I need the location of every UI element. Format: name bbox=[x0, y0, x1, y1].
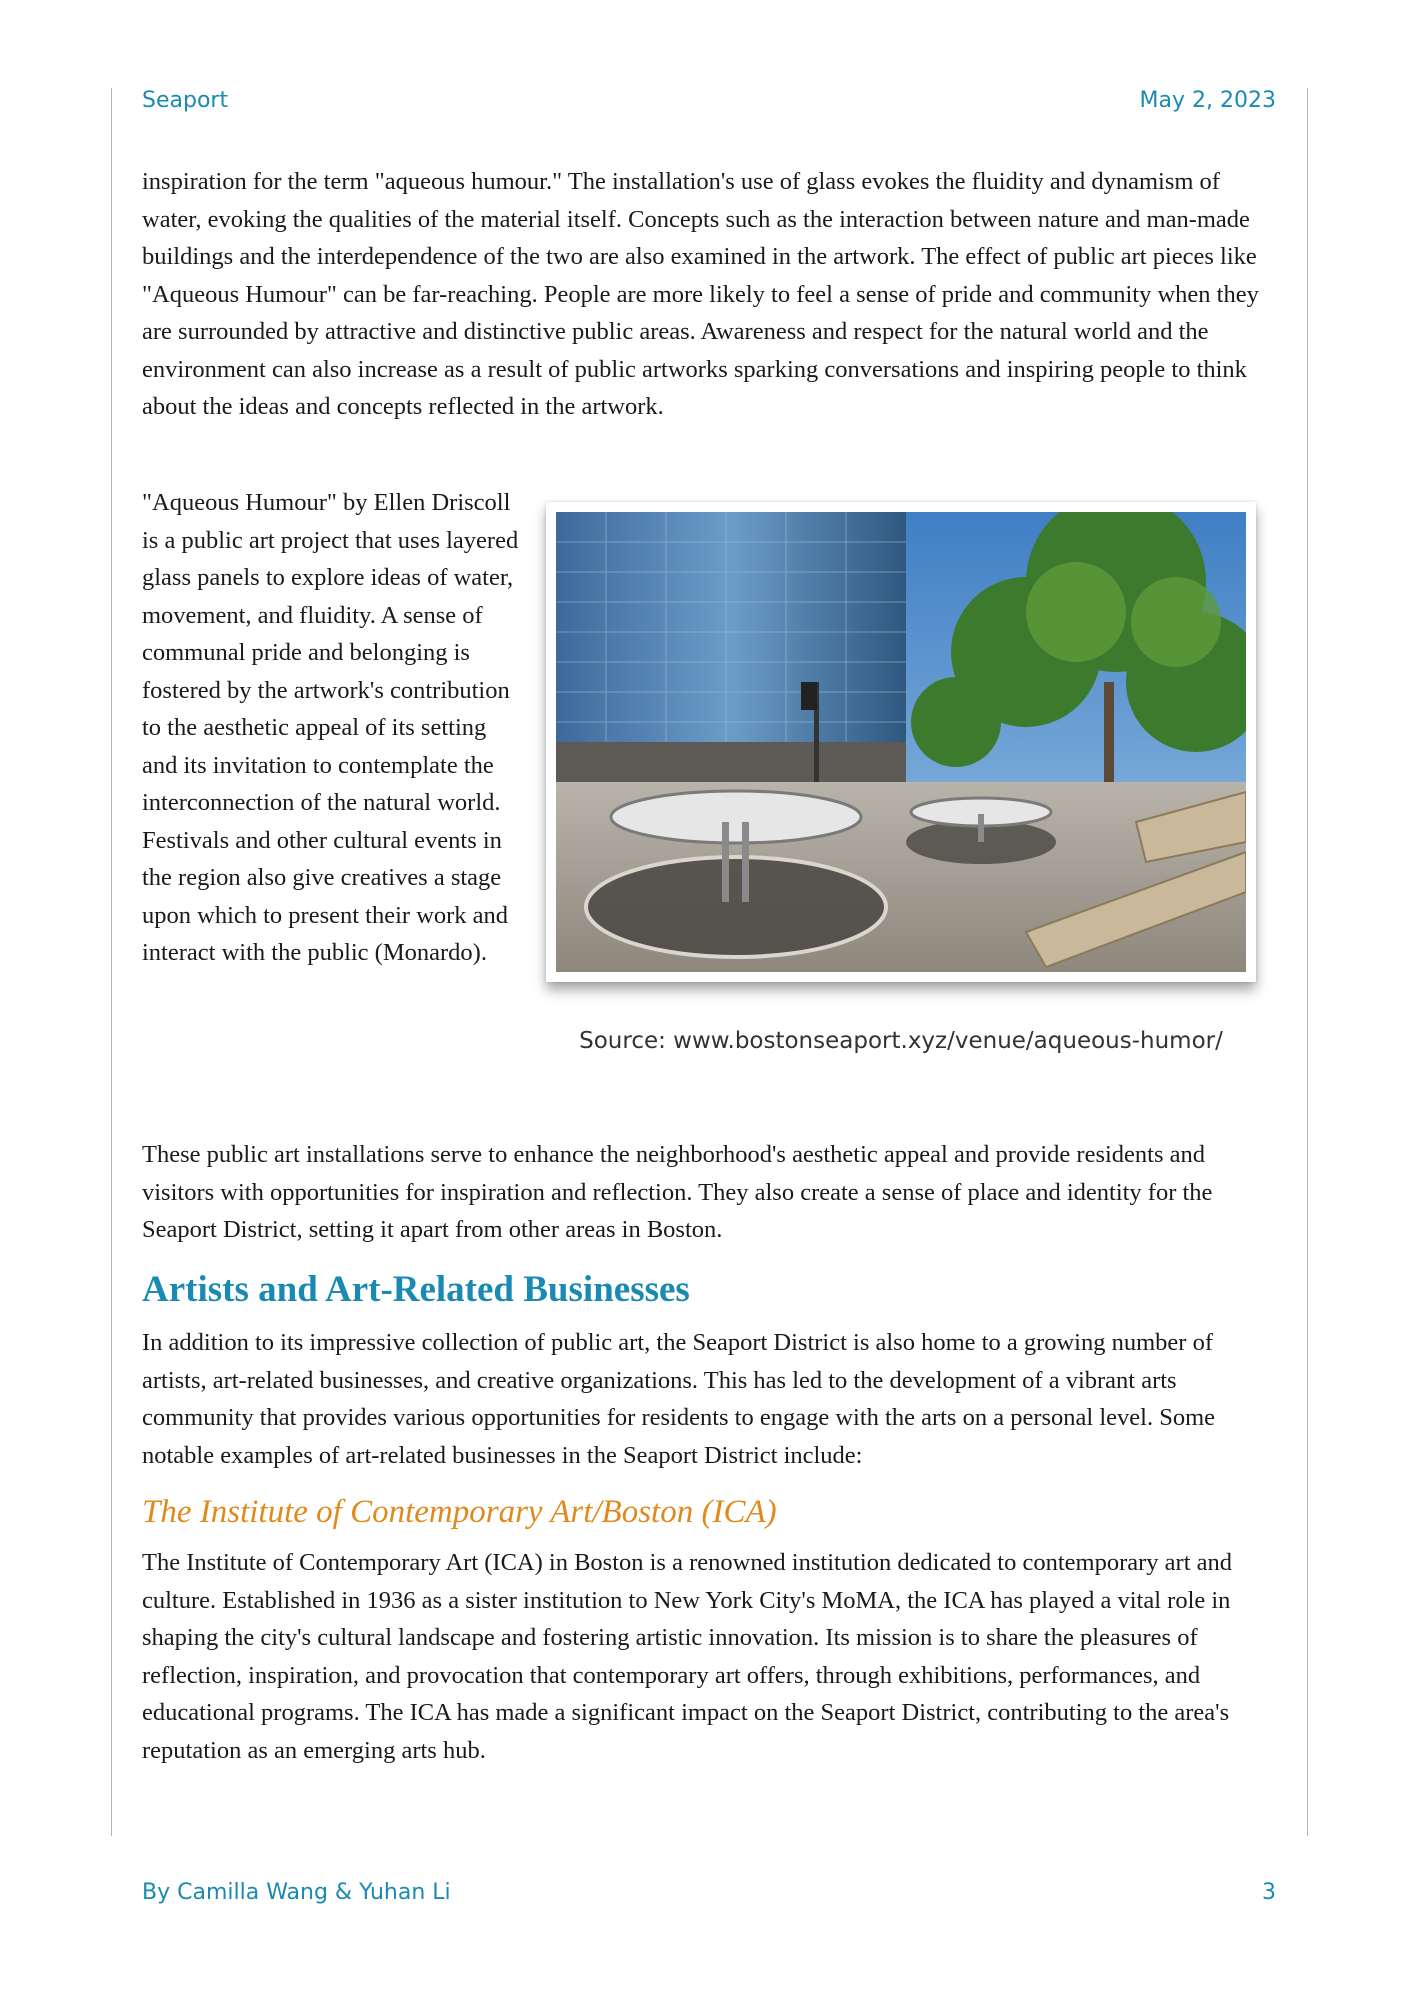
body-paragraph-installations: These public art installations serve to enhance the neighborhood's aesthetic appeal and provide residents and visitors with opportunities for inspiration and reflection. They also create a sense of place and identity for the Seaport District, setting it apart from other areas in Boston. bbox=[142, 1141, 1213, 1243]
body-paragraph-aqueous-humour: "Aqueous Humour" by Ellen Driscoll is a public art project that uses layered glass panels to explore ideas of water, movement, and fluidity. A sense of communal pride and belonging is fostered by the artwork's contribution to the aesthetic appeal of its setting and its invitation to contemplate the interconnection of the natural world. Festivals and other cultural events in the region also give creatives a stage upon which to present their work and interact with the public (Monardo). bbox=[142, 489, 519, 966]
aqueous-humour-photo bbox=[546, 502, 1256, 982]
right-margin-rule bbox=[1307, 88, 1308, 1836]
body-paragraph-intro: inspiration for the term "aqueous humour." The installation's use of glass evokes the fluidity and dynamism of water, evoking the qualities of the material itself. Concepts such as the interaction between nature and man-made buildings and the interdependence of the two are also examined in the artwork. The effect of public art pieces like "Aqueous Humour" can be far-reaching. People are more likely to feel a sense of pride and community when they are surrounded by attractive and distinctive public areas. Awareness and respect for the natural world and the environment can also increase as a result of public artworks sparking conversations and inspiring people to think about the ideas and concepts reflected in the artwork. bbox=[142, 168, 1259, 420]
left-margin-rule bbox=[111, 88, 112, 1836]
page-number: 3 bbox=[1262, 1880, 1276, 1905]
page-footer bbox=[142, 1880, 1276, 1905]
body-paragraph-ica: The Institute of Contemporary Art (ICA) in Boston is a renowned institution dedicated to contemporary art and culture. Established in 1936 as a sister institution to New York City's MoMA, the ICA has played a vital role in shaping the city's cultural landscape and fostering artistic innovation. Its mission is to share the pleasures of reflection, inspiration, and provocation that contemporary art offers, through exhibitions, performances, and educational programs. The ICA has made a significant impact on the Seaport District, contributing to the area's reputation as an emerging arts hub. bbox=[142, 1549, 1232, 1764]
section-heading: Artists and Art-Related Businesses bbox=[142, 1269, 690, 1310]
body-paragraph-artists: In addition to its impressive collection of public art, the Seaport District is also home to a growing number of artists, art-related businesses, and creative organizations. This has led to the development of a vibrant arts community that provides various opportunities for residents to engage with the arts on a personal level. Some notable examples of art-related businesses in the Seaport District include: bbox=[142, 1329, 1215, 1469]
photo-caption: Source: www.bostonseaport.xyz/venue/aqueous-humor/ bbox=[579, 1028, 1223, 1054]
subsection-heading: The Institute of Contemporary Art/Boston (ICA) bbox=[142, 1494, 777, 1530]
footer-authors: By Camilla Wang & Yuhan Li bbox=[142, 1880, 451, 1905]
header-title: Seaport bbox=[142, 88, 229, 113]
plaza-photo-illustration bbox=[556, 512, 1246, 972]
page-header bbox=[142, 88, 1276, 113]
header-date: May 2, 2023 bbox=[1139, 88, 1276, 113]
